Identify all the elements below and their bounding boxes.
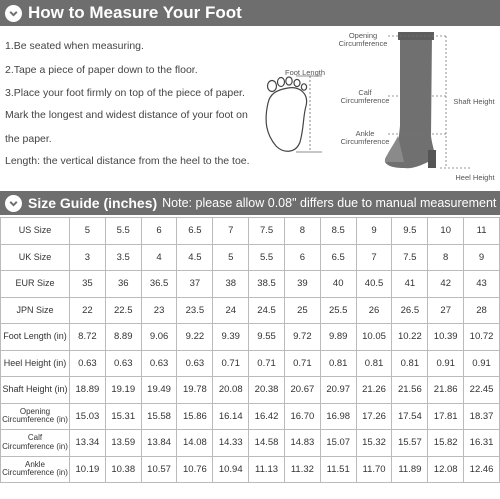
table-cell: 20.97 xyxy=(320,377,356,404)
row-header: Foot Length (in) xyxy=(1,324,70,351)
table-row xyxy=(1,403,500,430)
table-cell: 12.08 xyxy=(428,456,464,483)
table-cell: 14.08 xyxy=(177,430,213,457)
table-cell: 9.89 xyxy=(320,324,356,351)
table-cell: 6 xyxy=(141,218,177,245)
table-cell: 7.5 xyxy=(392,244,428,271)
table-cell: 8 xyxy=(428,244,464,271)
table-cell: 38.5 xyxy=(249,271,285,298)
table-cell: 11.89 xyxy=(392,456,428,483)
table-cell: 5 xyxy=(213,244,249,271)
table-cell: 18.89 xyxy=(70,377,106,404)
table-cell: 0.81 xyxy=(356,350,392,377)
size-guide-banner xyxy=(0,191,500,215)
table-cell: 9.55 xyxy=(249,324,285,351)
table-cell: 10.39 xyxy=(428,324,464,351)
table-cell: 0.63 xyxy=(141,350,177,377)
table-cell: 8.72 xyxy=(70,324,106,351)
table-cell: 26 xyxy=(356,297,392,324)
table-cell: 13.34 xyxy=(70,430,106,457)
table-cell: 36 xyxy=(105,271,141,298)
table-cell: 43 xyxy=(464,271,500,298)
table-cell: 40 xyxy=(320,271,356,298)
table-cell: 24.5 xyxy=(249,297,285,324)
size-table xyxy=(0,217,500,483)
table-cell: 41 xyxy=(392,271,428,298)
table-cell: 11.70 xyxy=(356,456,392,483)
table-cell: 9.39 xyxy=(213,324,249,351)
table-cell: 8.5 xyxy=(320,218,356,245)
table-cell: 5.5 xyxy=(105,218,141,245)
table-cell: 8 xyxy=(284,218,320,245)
table-cell: 23 xyxy=(141,297,177,324)
table-cell: 0.71 xyxy=(284,350,320,377)
table-cell: 42 xyxy=(428,271,464,298)
instruction-step-5: the paper. xyxy=(5,133,52,145)
row-header: Opening Circumference (in) xyxy=(1,403,70,430)
table-cell: 28 xyxy=(464,297,500,324)
table-cell: 15.31 xyxy=(105,403,141,430)
table-cell: 39 xyxy=(284,271,320,298)
chevron-down-icon xyxy=(5,5,22,22)
table-cell: 15.57 xyxy=(392,430,428,457)
table-cell: 11.13 xyxy=(249,456,285,483)
table-cell: 16.98 xyxy=(320,403,356,430)
table-cell: 25 xyxy=(284,297,320,324)
row-header: Shaft Height (in) xyxy=(1,377,70,404)
table-row xyxy=(1,324,500,351)
table-cell: 9.06 xyxy=(141,324,177,351)
row-header: Ankle Circumference (in) xyxy=(1,456,70,483)
table-cell: 15.82 xyxy=(428,430,464,457)
table-cell: 0.63 xyxy=(177,350,213,377)
table-cell: 17.54 xyxy=(392,403,428,430)
table-cell: 10.19 xyxy=(70,456,106,483)
opening-circumference-label: Opening Circumference xyxy=(338,31,388,49)
table-cell: 0.81 xyxy=(320,350,356,377)
table-cell: 17.26 xyxy=(356,403,392,430)
row-header: JPN Size xyxy=(1,297,70,324)
table-row xyxy=(1,377,500,404)
row-header: Calf Circumference (in) xyxy=(1,430,70,457)
table-cell: 26.5 xyxy=(392,297,428,324)
instruction-step-4: Mark the longest and widest distance of your foot on xyxy=(5,109,248,121)
table-cell: 8.89 xyxy=(105,324,141,351)
table-cell: 15.32 xyxy=(356,430,392,457)
table-cell: 7 xyxy=(213,218,249,245)
measure-title: How to Measure Your Foot xyxy=(28,3,242,22)
measure-banner xyxy=(0,0,500,26)
table-cell: 19.49 xyxy=(141,377,177,404)
table-cell: 6.5 xyxy=(177,218,213,245)
heel-height-label: Heel Height xyxy=(455,173,495,182)
chevron-down-icon xyxy=(5,195,22,212)
table-cell: 9.5 xyxy=(392,218,428,245)
table-cell: 16.31 xyxy=(464,430,500,457)
table-cell: 17.81 xyxy=(428,403,464,430)
table-cell: 24 xyxy=(213,297,249,324)
table-cell: 11.51 xyxy=(320,456,356,483)
row-header: Heel Height (in) xyxy=(1,350,70,377)
table-cell: 13.84 xyxy=(141,430,177,457)
table-cell: 19.19 xyxy=(105,377,141,404)
calf-circumference-label: Calf Circumference xyxy=(340,88,390,106)
table-cell: 15.07 xyxy=(320,430,356,457)
table-cell: 14.33 xyxy=(213,430,249,457)
table-cell: 6 xyxy=(284,244,320,271)
table-cell: 40.5 xyxy=(356,271,392,298)
table-row xyxy=(1,218,500,245)
table-row xyxy=(1,244,500,271)
table-cell: 14.83 xyxy=(284,430,320,457)
foot-length-label: Foot Length xyxy=(284,68,326,77)
instruction-step-1: 1.Be seated when measuring. xyxy=(5,40,144,52)
table-cell: 15.58 xyxy=(141,403,177,430)
table-cell: 21.56 xyxy=(392,377,428,404)
table-cell: 37 xyxy=(177,271,213,298)
table-cell: 25.5 xyxy=(320,297,356,324)
table-cell: 10 xyxy=(428,218,464,245)
table-cell: 10.57 xyxy=(141,456,177,483)
row-header: EUR Size xyxy=(1,271,70,298)
table-cell: 10.38 xyxy=(105,456,141,483)
table-cell: 20.38 xyxy=(249,377,285,404)
table-row xyxy=(1,297,500,324)
measurement-illustration xyxy=(0,26,500,191)
table-cell: 22.45 xyxy=(464,377,500,404)
instruction-step-6: Length: the vertical distance from the heel to the toe. xyxy=(5,155,250,167)
table-cell: 12.46 xyxy=(464,456,500,483)
instruction-step-2: 2.Tape a piece of paper down to the floor. xyxy=(5,64,198,76)
table-cell: 3 xyxy=(70,244,106,271)
table-cell: 9.22 xyxy=(177,324,213,351)
table-cell: 16.42 xyxy=(249,403,285,430)
table-row xyxy=(1,456,500,483)
table-cell: 5.5 xyxy=(249,244,285,271)
table-row xyxy=(1,350,500,377)
table-cell: 23.5 xyxy=(177,297,213,324)
table-cell: 9 xyxy=(464,244,500,271)
table-cell: 21.26 xyxy=(356,377,392,404)
row-header: US Size xyxy=(1,218,70,245)
table-cell: 10.72 xyxy=(464,324,500,351)
table-cell: 27 xyxy=(428,297,464,324)
table-cell: 21.86 xyxy=(428,377,464,404)
table-row xyxy=(1,271,500,298)
table-cell: 0.63 xyxy=(105,350,141,377)
table-cell: 35 xyxy=(70,271,106,298)
table-cell: 10.22 xyxy=(392,324,428,351)
table-cell: 10.76 xyxy=(177,456,213,483)
table-cell: 5 xyxy=(70,218,106,245)
table-cell: 0.71 xyxy=(213,350,249,377)
foot-outline xyxy=(266,77,307,151)
table-cell: 9 xyxy=(356,218,392,245)
table-cell: 19.78 xyxy=(177,377,213,404)
table-cell: 0.91 xyxy=(464,350,500,377)
table-row xyxy=(1,430,500,457)
table-cell: 20.08 xyxy=(213,377,249,404)
boot-outline xyxy=(385,32,436,168)
size-guide-title: Size Guide (inches) xyxy=(28,195,158,211)
table-cell: 18.37 xyxy=(464,403,500,430)
ankle-circumference-label: Ankle Circumference xyxy=(340,129,390,147)
table-cell: 7.5 xyxy=(249,218,285,245)
table-cell: 15.86 xyxy=(177,403,213,430)
table-cell: 4.5 xyxy=(177,244,213,271)
table-cell: 36.5 xyxy=(141,271,177,298)
instruction-step-3: 3.Place your foot firmly on top of the piece of paper. xyxy=(5,87,245,99)
table-cell: 0.81 xyxy=(392,350,428,377)
row-header: UK Size xyxy=(1,244,70,271)
shaft-height-label: Shaft Height xyxy=(453,97,495,106)
table-cell: 38 xyxy=(213,271,249,298)
table-cell: 20.67 xyxy=(284,377,320,404)
table-cell: 16.14 xyxy=(213,403,249,430)
table-cell: 3.5 xyxy=(105,244,141,271)
table-cell: 9.72 xyxy=(284,324,320,351)
table-cell: 4 xyxy=(141,244,177,271)
table-cell: 22.5 xyxy=(105,297,141,324)
table-cell: 7 xyxy=(356,244,392,271)
table-cell: 16.70 xyxy=(284,403,320,430)
table-cell: 0.63 xyxy=(70,350,106,377)
table-cell: 0.71 xyxy=(249,350,285,377)
table-cell: 22 xyxy=(70,297,106,324)
table-cell: 0.91 xyxy=(428,350,464,377)
table-cell: 11 xyxy=(464,218,500,245)
table-cell: 14.58 xyxy=(249,430,285,457)
table-cell: 13.59 xyxy=(105,430,141,457)
table-cell: 10.05 xyxy=(356,324,392,351)
table-cell: 10.94 xyxy=(213,456,249,483)
size-guide-note: Note: please allow 0.08" differs due to manual measurement xyxy=(162,196,497,210)
table-cell: 11.32 xyxy=(284,456,320,483)
table-cell: 6.5 xyxy=(320,244,356,271)
table-cell: 15.03 xyxy=(70,403,106,430)
